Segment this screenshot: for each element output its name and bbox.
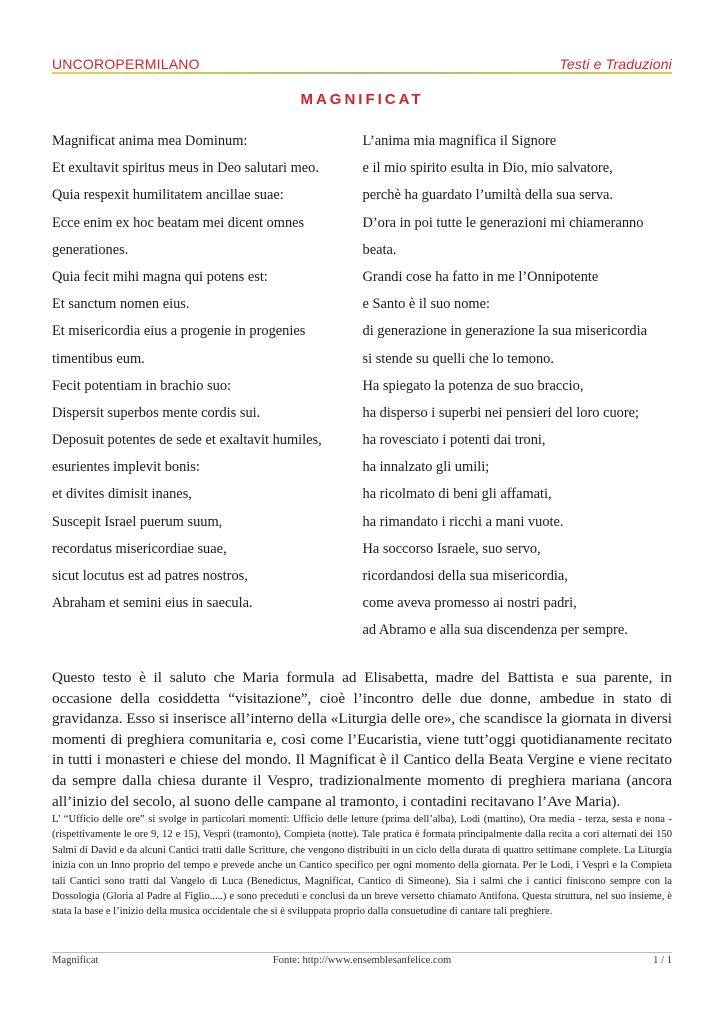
footer-source: Fonte: http://www.ensemblesanfelice.com xyxy=(272,955,452,966)
italian-line: ha rovesciato i potenti dai troni, xyxy=(362,432,546,449)
latin-line: Et sanctum nomen eius. xyxy=(52,296,190,313)
italian-column xyxy=(363,128,673,645)
footnote-paragraph: L’ “Ufficio delle ore” si svolge in particolari momenti: Ufficio delle letture (prima dell’alba), Lodi (mattino), Ora media - terza, sesta e nona - (rispettivamente le ore 9, 12 e 15), Vespri (tramonto), Compieta (notte). Tale pratica è formata principalmente dalla recita a cori alternati dei 150 Salmi di David e da alcuni Cantici tratti dalle Scritture, che vengono distribuiti in un ciclo della durata di quattro settimane complete. La Liturgia inizia con un Inno proprio del tempo e prevede anche un Cantico specifico per ogni momento della giornata. Per le Lodi, i Vespri e la Compieta tali Cantici sono tratti dal Vangelo di Luca (Benedictus, Magnificat, Cantico di Simeone). Sia i salmi che i cantici finiscono sempre con la Dossologia (Gloria al Padre al Figlio.....) e sono preceduti e conclusi da un breve versetto chiamato Antifona. Questa struttura, nel suo insieme, è stata la base e l’inizio della musica occidentale che si è sviluppata proprio dalla consuetudine di cantare tali preghiere. xyxy=(52,814,672,918)
page-header xyxy=(52,52,672,72)
site-name: UNCOROPERMILANO xyxy=(52,56,200,72)
latin-line: recordatus misericordiae suae, xyxy=(52,540,227,557)
page-footer xyxy=(52,955,672,966)
italian-line: si stende su quelli che lo temono. xyxy=(362,350,554,367)
footer-page-number: 1 / 1 xyxy=(653,955,672,966)
latin-line: esurientes implevit bonis: xyxy=(52,459,200,476)
page-title: magnificat xyxy=(300,86,424,109)
italian-line: D’ora in poi tutte le generazioni mi chiameranno xyxy=(362,214,644,231)
latin-line: Quia fecit mihi magna qui potens est: xyxy=(52,268,268,285)
text-columns xyxy=(52,128,672,645)
commentary-paragraph: Questo testo è il saluto che Maria formula ad Elisabetta, madre del Battista e sua parente, in occasione della cosiddetta “visitazione”, cioè l’incontro delle due donne, ambedue in stato di gravidanza. Esso si inserisce all’interno della «Liturgia delle ore», che scandisce la giornata in diversi momenti di preghiera comunitaria e, così come l’Eucaristia, viene tutt’oggi quotidianamente recitato in tutti i monasteri e chiese del mondo. Il Magnificat è il Cantico della Beata Vergine e viene recitato da sempre dalla chiesa durante il Vespro, tradizionalmente momento di preghiera mariana (ancora all’inizio del secolo, al suono delle campane al tramonto, i contadini recitavano l’Ave Maria). xyxy=(52,669,672,810)
italian-line: perchè ha guardato l’umiltà della sua serva. xyxy=(362,187,614,204)
italian-line: ricordandosi della sua misericordia, xyxy=(362,568,568,584)
latin-line: Et misericordia eius a progenie in progenies xyxy=(52,323,306,340)
latin-line: Quia respexit humilitatem ancillae suae: xyxy=(52,187,284,204)
italian-line: ha innalzato gli umili; xyxy=(362,459,490,476)
italian-line: Grandi cose ha fatto in me l’Onnipotente xyxy=(362,268,599,285)
latin-line: Deposuit potentes de sede et exaltavit humiles, xyxy=(52,432,322,449)
italian-line: Ha spiegato la potenza de suo braccio, xyxy=(362,377,584,394)
italian-line: e il mio spirito esulta in Dio, mio salvatore, xyxy=(362,160,613,177)
latin-line: timentibus eum. xyxy=(52,350,145,367)
latin-line: Ecce enim ex hoc beatam mei dicent omnes xyxy=(52,214,305,231)
header-rule xyxy=(52,72,672,74)
italian-line: Ha soccorso Israele, suo servo, xyxy=(362,540,541,557)
latin-column xyxy=(52,128,363,645)
footer-rule xyxy=(52,952,672,953)
latin-line: et divites dimisit inanes, xyxy=(52,486,192,503)
italian-line: ha rimandato i ricchi a mani vuote. xyxy=(362,513,564,530)
italian-line: come aveva promesso ai nostri padri, xyxy=(362,595,577,612)
latin-line: Magnificat anima mea Dominum: xyxy=(52,133,248,149)
italian-line: ha ricolmato di beni gli affamati, xyxy=(362,486,552,503)
italian-line: L’anima mia magnifica il Signore xyxy=(362,133,557,149)
italian-line: di generazione in generazione la sua misericordia xyxy=(362,323,647,340)
latin-line: Fecit potentiam in brachio suo: xyxy=(52,377,232,394)
latin-line: Dispersit superbos mente cordis sui. xyxy=(52,404,261,421)
italian-line: e Santo è il suo nome: xyxy=(362,296,490,313)
latin-line: generationes. xyxy=(52,241,129,258)
latin-line: Suscepit Israel puerum suum, xyxy=(52,513,223,530)
latin-line: sicut locutus est ad patres nostros, xyxy=(52,568,248,584)
latin-line: Abraham et semini eius in saecula. xyxy=(52,595,253,612)
latin-line: Et exultavit spiritus meus in Deo salutari meo. xyxy=(52,160,319,177)
footer-document-name: Magnificat xyxy=(52,955,99,966)
italian-line: ha disperso i superbi nei pensieri del loro cuore; xyxy=(362,404,640,421)
italian-line: ad Abramo e alla sua discendenza per sempre. xyxy=(362,622,628,639)
italian-line: beata. xyxy=(362,241,397,258)
section-name: Testi e Traduzioni xyxy=(559,56,672,72)
